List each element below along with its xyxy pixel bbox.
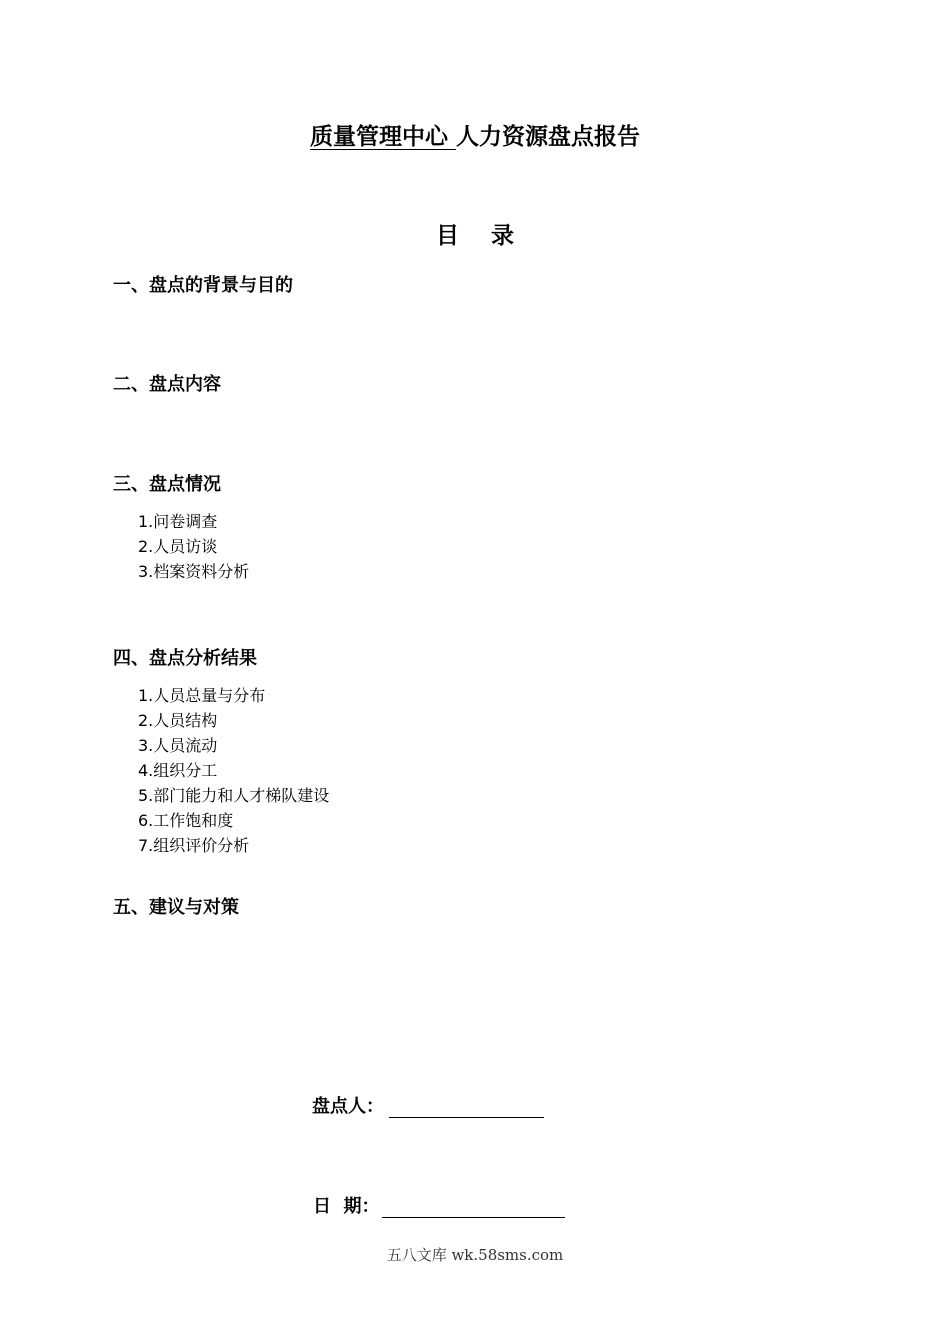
list-item: 6.工作饱和度: [138, 811, 234, 830]
list-item: 1.人员总量与分布: [138, 686, 266, 705]
section-heading-1: 一、盘点的背景与目的: [113, 275, 293, 296]
section-heading-3: 三、盘点情况: [113, 474, 221, 495]
toc-heading: 目 录: [435, 223, 526, 249]
section-3-items: [138, 509, 249, 584]
section-4-items: [138, 683, 329, 858]
title-report-name: 人力资源盘点报告: [456, 124, 640, 150]
list-item: 3.档案资料分析: [138, 562, 250, 581]
list-item: 7.组织评价分析: [138, 836, 250, 855]
list-item: 2.人员访谈: [138, 537, 218, 556]
section-heading-2: 二、盘点内容: [113, 374, 221, 395]
list-item: 4.组织分工: [138, 761, 218, 780]
list-item: 3.人员流动: [138, 736, 218, 755]
title-department: 质量管理中心: [309, 124, 448, 150]
list-item: 1.问卷调查: [138, 512, 218, 531]
list-item: 5.部门能力和人才梯队建设: [138, 786, 330, 805]
section-heading-5: 五、建议与对策: [113, 897, 239, 918]
section-heading-4: 四、盘点分析结果: [113, 648, 257, 669]
footer-watermark: 五八文库 wk.58sms.com: [386, 1246, 564, 1264]
list-item: 2.人员结构: [138, 711, 218, 730]
document-title: [0, 121, 950, 153]
date-signature-line[interactable]: [382, 1217, 565, 1218]
date-label: 日 期：: [313, 1196, 380, 1217]
title-gap: [448, 124, 456, 150]
inspector-signature-line[interactable]: [389, 1117, 544, 1118]
inspector-label: 盘点人：: [312, 1096, 384, 1117]
